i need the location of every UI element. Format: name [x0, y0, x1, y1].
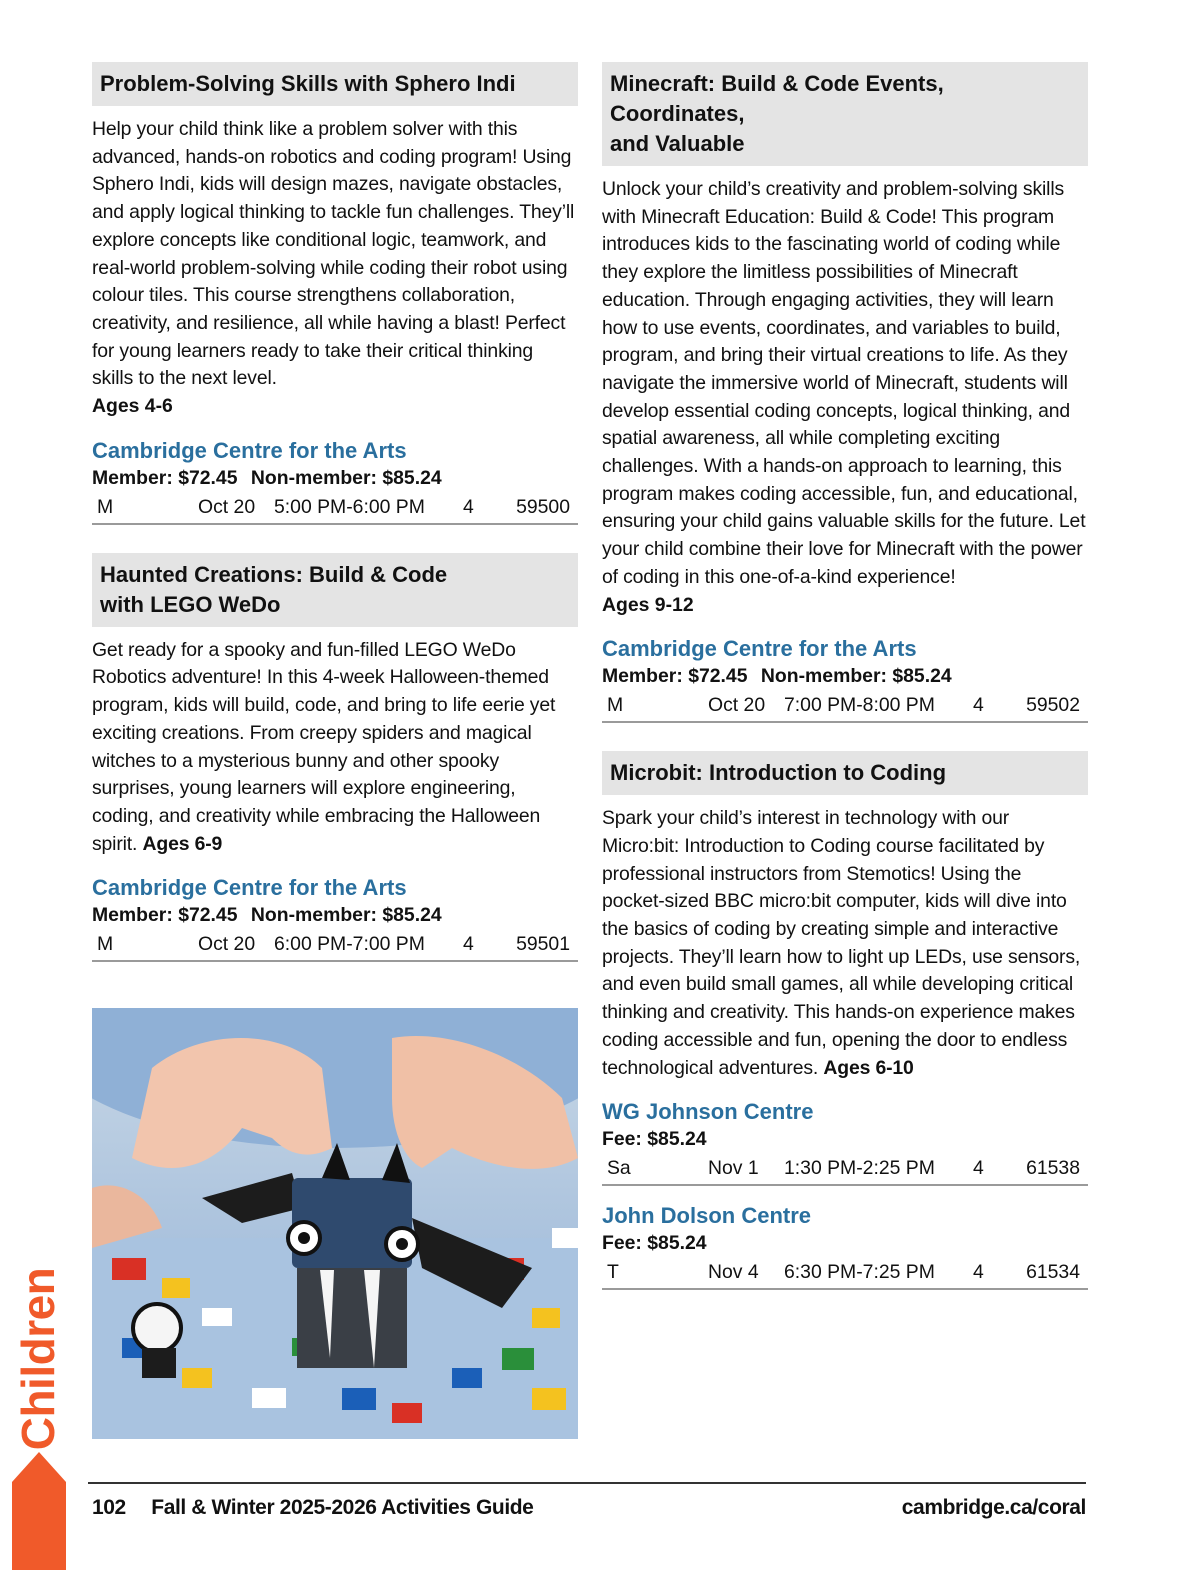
course-title: Microbit: Introduction to Coding — [602, 751, 1088, 795]
course-ages: Ages 4-6 — [92, 395, 173, 418]
section-tab-arrow — [12, 1452, 66, 1570]
guide-title: Fall & Winter 2025-2026 Activities Guide — [151, 1496, 534, 1519]
session-day: M — [607, 694, 624, 717]
course-title: Haunted Creations: Build & Code with LEGO WeDo — [92, 553, 578, 627]
footer-left — [92, 1496, 533, 1520]
course-description: Help your child think like a problem solver with this advanced, hands-on robotics and coding program! Using Sphero Indi, kids will design mazes, navigate obstacles, and apply logical thinking to tackle fun challenges. They’ll explore concepts like conditional logic, teamwork, and real-world problem-solving while coding their robot using colour tiles. This course strengthens collaboration, creativity, and resilience, all while having a blast! Perfect for young learners ready to take their critical thinking skills to the next level. — [92, 118, 575, 390]
page-number: 102 — [92, 1496, 126, 1519]
session-code: 61538 — [1026, 1157, 1080, 1180]
venue-name: Cambridge Centre for the Arts — [92, 875, 407, 901]
session-row — [602, 1257, 1088, 1290]
footer-rule — [88, 1482, 1086, 1484]
session-code: 59502 — [1026, 694, 1080, 717]
lego-photo — [92, 1008, 578, 1439]
session-row — [602, 1153, 1088, 1186]
left-column — [92, 62, 578, 990]
lego-illustration — [92, 1008, 578, 1439]
session-count: 4 — [463, 933, 474, 956]
course-title: Minecraft: Build & Code Events, Coordinates, and Valuable — [602, 62, 1088, 166]
session-date: Oct 20 — [198, 495, 256, 518]
venue-name: John Dolson Centre — [602, 1203, 812, 1229]
session-count: 4 — [973, 694, 984, 717]
course-minecraft — [602, 62, 1088, 723]
course-description: Unlock your child’s creativity and problem-solving skills with Minecraft Education: Build & Code! This program introduces kids to the fascinating world of coding while they explore the limitless possibilities of Minecraft education. Through engaging activities, they will learn how to use events, coordinates, and variables to build, program, and bring their virtual creations to life. As they navigate the immersive world of Minecraft, students will develop essential coding concepts, logical thinking, and spatial awareness, all while completing exciting challenges. With a hands-on approach to learning, this program makes coding accessible, fun, and educational, ensuring your child gains valuable skills for the future. Let your child combine their love for Minecraft with the power of coding in this one-of-a-kind experience! — [602, 178, 1086, 588]
course-description: Get ready for a spooky and fun-filled LEGO WeDo Robotics adventure! In this 4-week Halloween-themed program, kids will build, code, and bring to life eerie yet exciting creations. From creepy spiders and magical witches to a mysterious bunny and other spooky surprises, young learners will explore engineering, coding, and creativity while embracing the Halloween spirit. Ages 6-9 — [92, 638, 556, 855]
session-code: 59500 — [516, 495, 570, 518]
session-date: Nov 1 — [708, 1157, 759, 1180]
session-time: 6:30 PM-7:25 PM — [784, 1261, 935, 1284]
course-microbit — [602, 751, 1088, 1290]
session-time: 5:00 PM-6:00 PM — [274, 495, 425, 518]
fee-member: Member: $72.45 — [92, 904, 238, 927]
venue-name: Cambridge Centre for the Arts — [92, 437, 407, 463]
session-code: 61534 — [1026, 1261, 1080, 1284]
session-day: Sa — [607, 1157, 631, 1180]
fee-member: Member: $72.45 — [92, 466, 238, 489]
session-day: M — [97, 495, 114, 518]
session-count: 4 — [973, 1261, 984, 1284]
fee-nonmember: Non-member: $85.24 — [250, 904, 442, 927]
fee-member: Member: $72.45 — [602, 665, 748, 688]
course-title: Problem-Solving Skills with Sphero Indi — [92, 62, 578, 106]
section-label: Children — [12, 1267, 64, 1451]
session-row — [602, 690, 1088, 723]
session-code: 59501 — [516, 933, 570, 956]
venue-name: WG Johnson Centre — [602, 1099, 814, 1125]
right-column — [602, 62, 1088, 1318]
session-count: 4 — [463, 495, 474, 518]
location-john-dolson — [602, 1202, 1088, 1290]
course-ages: Ages 6-10 — [823, 1056, 914, 1079]
fee-nonmember: Non-member: $85.24 — [760, 665, 952, 688]
course-description: Spark your child’s interest in technology with our Micro:bit: Introduction to Coding course facilitated by professional instructors from Stemotics! Using the pocket-sized BBC micro:bit computer, kids will dive into the basics of coding by creating simple and interactive projects. They’ll learn how to light up LEDs, use sensors, and even build small games, all while developing critical thinking and creativity. This hands-on experience makes coding accessible and fun, opening the door to endless technological adventures. Ages 6-10 — [602, 807, 1081, 1079]
session-time: 7:00 PM-8:00 PM — [784, 694, 935, 717]
session-date: Oct 20 — [198, 933, 256, 956]
course-haunted-creations — [92, 553, 578, 963]
session-time: 6:00 PM-7:00 PM — [274, 933, 425, 956]
fees — [92, 902, 578, 929]
session-count: 4 — [973, 1157, 984, 1180]
fees — [92, 465, 578, 492]
session-day: T — [607, 1261, 619, 1284]
location-wg-johnson — [602, 1098, 1088, 1186]
session-row — [92, 492, 578, 525]
footer-url[interactable]: cambridge.ca/coral — [901, 1496, 1086, 1519]
fees — [602, 663, 1088, 690]
session-date: Oct 20 — [708, 694, 766, 717]
course-ages: Ages 6-9 — [142, 832, 223, 855]
course-sphero-indi — [92, 62, 578, 525]
session-row — [92, 929, 578, 962]
venue-name: Cambridge Centre for the Arts — [602, 636, 917, 662]
session-day: M — [97, 933, 114, 956]
fee: Fee: $85.24 — [602, 1128, 707, 1151]
fee: Fee: $85.24 — [602, 1232, 707, 1255]
course-ages: Ages 9-12 — [602, 593, 694, 616]
fee-nonmember: Non-member: $85.24 — [250, 466, 442, 489]
session-date: Nov 4 — [708, 1261, 759, 1284]
session-time: 1:30 PM-2:25 PM — [784, 1157, 935, 1180]
